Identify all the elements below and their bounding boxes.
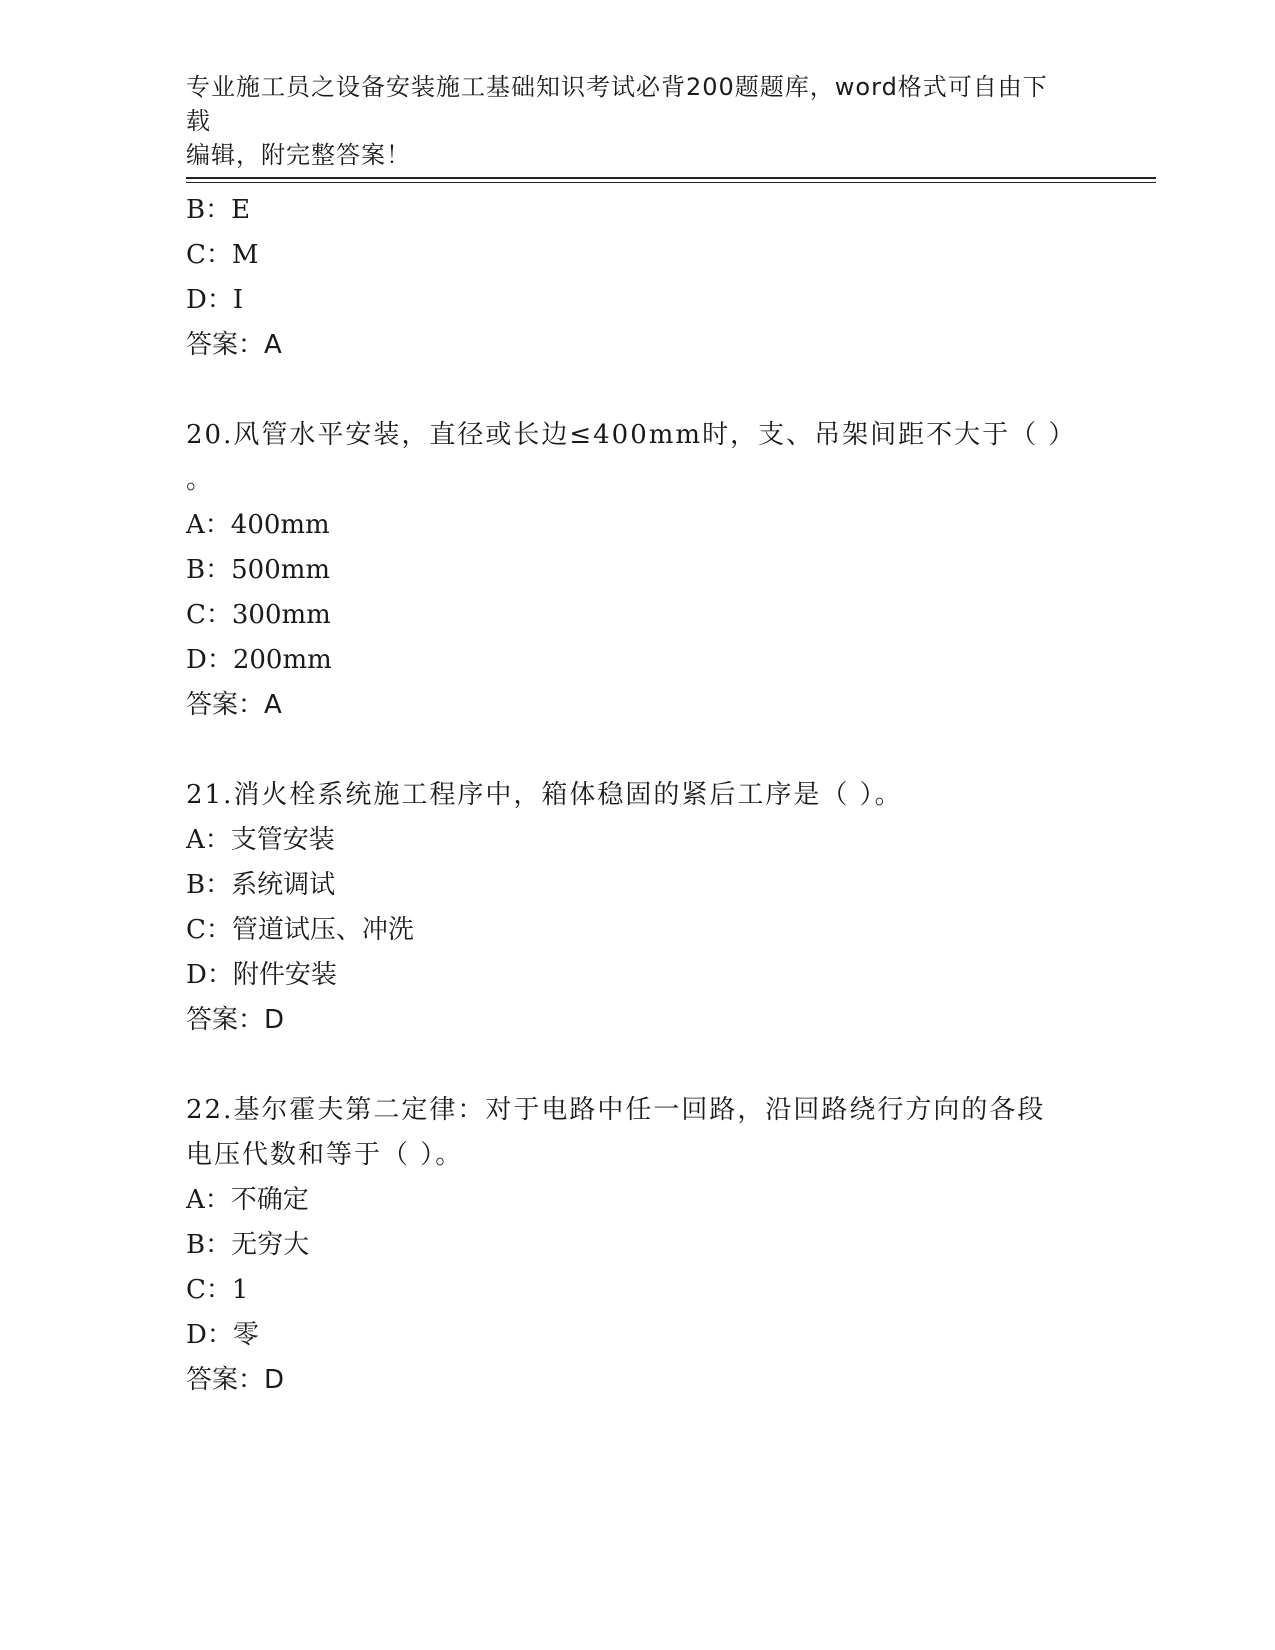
q21-option-d: D：附件安装	[186, 960, 337, 990]
q22-option-b: B：无穷大	[186, 1230, 310, 1260]
q20-option-c: C：300mm	[186, 600, 331, 630]
q22-option-d: D：零	[186, 1320, 259, 1350]
header-line-2: 编辑，附完整答案！	[186, 141, 411, 169]
header-rule-thick	[186, 177, 1156, 179]
q21-answer: 答案：D	[186, 1005, 285, 1035]
q22-text-line-1: 22.基尔霍夫第二定律：对于电路中任一回路，沿回路绕行方向的各段	[186, 1095, 1046, 1125]
q20-text-line-2: 。	[186, 465, 213, 495]
q22-answer: 答案：D	[186, 1365, 285, 1395]
q21-text-line-1: 21.消火栓系统施工程序中，箱体稳固的紧后工序是（ ）。	[186, 780, 903, 810]
prev-answer: 答案：A	[186, 330, 282, 360]
header-line-1: 专业施工员之设备安装施工基础知识考试必背200题题库，word格式可自由下载	[186, 73, 1048, 135]
prev-option-d: D：I	[186, 285, 244, 315]
q22-text-line-2: 电压代数和等于（ ）。	[186, 1140, 464, 1170]
q22-option-c: C：1	[186, 1275, 249, 1305]
q22-option-a: A：不确定	[186, 1185, 309, 1215]
q20-option-a: A：400mm	[186, 510, 330, 540]
prev-option-c: C：M	[186, 240, 259, 270]
q20-option-b: B：500mm	[186, 555, 331, 585]
document-header	[186, 70, 1066, 172]
q21-option-a: A：支管安装	[186, 825, 335, 855]
q20-text-line-1: 20.风管水平安装，直径或长边≤400mm时，支、吊架间距不大于（ ）	[186, 420, 1077, 450]
q21-option-b: B：系统调试	[186, 870, 336, 900]
prev-option-b: B：E	[186, 195, 251, 225]
q21-option-c: C：管道试压、冲洗	[186, 915, 414, 945]
q20-option-d: D：200mm	[186, 645, 332, 675]
header-rule-thin	[186, 182, 1156, 183]
q20-answer: 答案：A	[186, 690, 282, 720]
